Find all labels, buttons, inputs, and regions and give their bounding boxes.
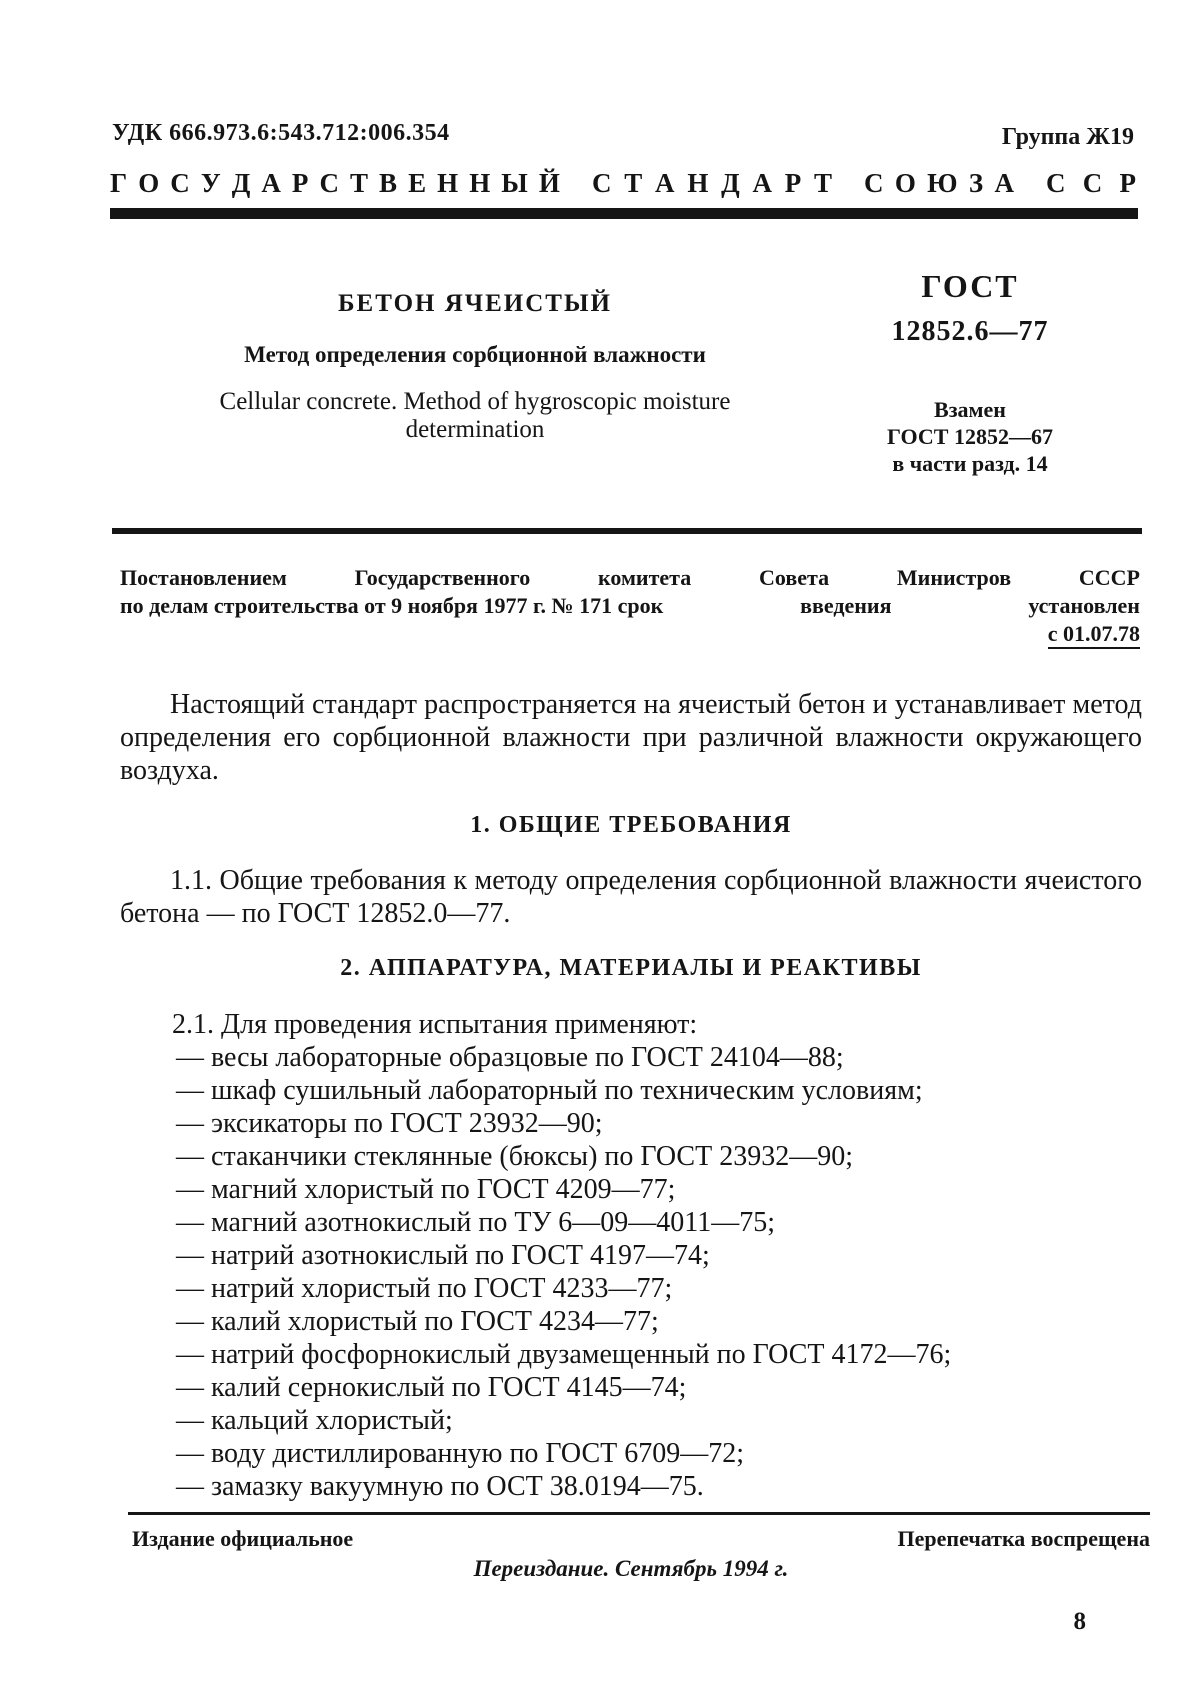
clause-1-1: 1.1. Общие требования к методу определения сорбционной влажности ячеистого бетона — по ГОСТ 12852.0—77. [120,865,1142,929]
intro-text: Настоящий стандарт распространяется на ячеистый бетон и устанавливает метод определения его сорбционной влажности при различной влажности окружающего воздуха. [120,689,1142,786]
edition-note: Издание официальное [132,1526,354,1551]
section-2-heading: 2. АППАРАТУРА, МАТЕРИАЛЫ И РЕАКТИВЫ [340,955,922,981]
decree-word: Министров [896,565,1012,590]
replaces-note [860,396,1080,477]
reissue-note: Переиздание. Сентябрь 1994 г. [473,1556,789,1581]
document-subtitle: Метод определения сорбционной влажности [244,342,706,367]
list-item: — воду дистиллированную по ГОСТ 6709—72; [176,1438,745,1469]
list-item: — весы лабораторные образцовые по ГОСТ 24104—88; [176,1042,844,1073]
list-item: — стаканчики стеклянные (бюксы) по ГОСТ 23932—90; [176,1141,853,1172]
page-number: 8 [1073,1608,1086,1635]
replaces-line: ГОСТ 12852—67 [887,424,1053,449]
gost-label: ГОСТ [921,268,1019,304]
list-item: — шкаф сушильный лабораторный по техническим условиям; [176,1075,923,1106]
decree-word: СССР [1078,565,1140,590]
standard-banner [110,168,1136,199]
decree-word: установлен [1028,593,1140,618]
list-item: — натрий азотнокислый по ГОСТ 4197—74; [176,1240,710,1271]
list-item: — замазку вакуумную по ОСТ 38.0194—75. [176,1471,704,1502]
list-item: — натрий фосфорнокислый двузамещенный по ГОСТ 4172—76; [176,1339,952,1370]
no-reprint-note: Перепечатка воспрещена [897,1526,1150,1551]
document-title-english [150,388,800,444]
decree-word: Постановлением [120,565,287,590]
intro-paragraph [120,688,1142,787]
decree-word: Совета [759,565,830,590]
english-title-line: Cellular concrete. Method of hygroscopic moisture [219,388,731,415]
title-rule [112,528,1142,534]
document-title: БЕТОН ЯЧЕИСТЫЙ [338,290,612,317]
banner-word: Г О С У Д А Р С Т В Е Н Н Ы Й [110,168,560,198]
list-item: — кальций хлористый; [176,1405,453,1436]
effective-date: с 01.07.78 [1048,621,1140,649]
decree-line [120,592,1140,620]
list-item: — магний азотнокислый по ТУ 6—09—4011—75; [176,1207,776,1238]
replaces-line: в части разд. 14 [892,451,1048,476]
english-title-line: determination [405,416,545,443]
list-item: — калий хлористый по ГОСТ 4234—77; [176,1306,659,1337]
udk-code: УДК 666.973.6:543.712:006.354 [112,120,450,146]
clause-2-1 [120,1008,1142,1503]
list-item: — калий сернокислый по ГОСТ 4145—74; [176,1372,687,1403]
decree-word: Государственного [354,565,531,590]
decree-block [120,564,1140,648]
decree-line [120,564,1140,592]
decree-word: введения [800,593,892,618]
list-item: — натрий хлористый по ГОСТ 4233—77; [176,1273,673,1304]
gost-number: 12852.6—77 [891,316,1049,347]
decree-word: комитета [597,565,692,590]
footer-rule [128,1512,1150,1515]
replaces-line: Взамен [934,397,1006,422]
list-item: — магний хлористый по ГОСТ 4209—77; [176,1174,676,1205]
section-1-heading: 1. ОБЩИЕ ТРЕБОВАНИЯ [470,812,792,838]
equipment-list [120,1041,1142,1503]
classification-group: Группа Ж19 [1001,124,1134,150]
banner-word: С С Р [1046,168,1136,198]
decree-word: по делам строительства от 9 ноября 1977 г. № 171 срок [120,593,664,618]
banner-word: С Т А Н Д А Р Т [592,168,832,198]
banner-word: С О Ю З А [864,168,1014,198]
header-rule [110,208,1138,219]
decree-date-line [120,620,1140,648]
list-item: — эксикаторы по ГОСТ 23932—90; [176,1108,603,1139]
clause-2-1-lead: 2.1. Для проведения испытания применяют: [172,1009,698,1040]
